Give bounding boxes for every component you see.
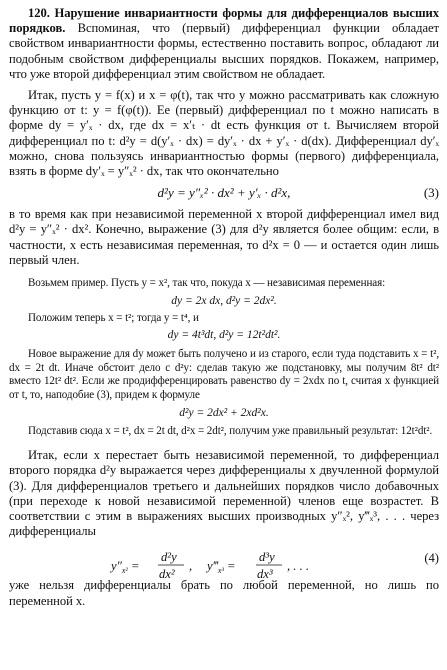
paragraph-conclusion: Итак, если x перестает быть независимой переменной, то дифференциал второго порядка d²y выражается через дифференциалы x двучленной формулой (3). Для дифференциалов третьего и дальнейших порядков число добавочных (при переходе к новой независимой переменной) членов еще возрастет. В соответствии с этим в выражениях высших производных y″ₓ², y‴ₓ³, . . . через дифференциалы [9, 448, 439, 539]
equation-3-body: d²y = y″ₓ² · dx² + y′ₓ · d²x, [157, 185, 291, 201]
eq4-lhs-2: $y‴_{x^3}$ = [207, 559, 236, 576]
equation-3 [9, 184, 439, 202]
equation-3-number: (3) [423, 185, 439, 201]
example-intro: Возьмем пример. Пусть y = x², так что, покуда x — независимая переменная: [28, 277, 386, 290]
paragraph-intro-text: Вспоминая, что (первый) дифференциал функции обладает свойством инвариантности формы, естественно поставить вопрос, обладают ли подобным свойством дифференциалы высших порядков. Покажем, например, что уже второй дифференциал этим свойством не обладает. [9, 21, 439, 81]
eq4-den-1: dx² [159, 567, 175, 582]
paragraph-comparison: в то время как при независимой переменной x второй дифференциал имел вид d²y = y″ₓ² · dx². Конечно, выражение (3) для d²y является более общим: если, в частности, x есть независимая переменная, то d²x = 0 — и остается один лишь первый член. [9, 207, 439, 267]
equation-4 [9, 543, 439, 582]
example-equation-a: dy = 2x dx, d²y = 2dx². [171, 294, 277, 307]
paragraph-composite-function: Итак, пусть y = f(x) и x = φ(t), так что y можно рассматривать как сложную функцию от t: y = f(φ(t)). Ее (первый) дифференциал по t можно написать в форме dy = y′ₓ · dx, где dx = x′ₜ · dt есть функция от t. Вычисляем второй дифференциал по t: d²y = d(y′ₓ · dx) = dy′ₓ · dx + y′ₓ · d(dx). Дифференциал dy′ₓ можно, снова пользуясь инвариантностью формы (первого) дифференциала, взять в форме dy′ₓ = y″ₓ² · dx, так что окончательно [9, 88, 439, 179]
eq4-num-1: d²y [161, 551, 177, 565]
paragraph-intro [9, 6, 439, 82]
example-substitution: Положим теперь x = t²; тогда y = t⁴, и [28, 311, 199, 324]
equation-4-formula [109, 551, 339, 581]
eq4-lhs-1: $y''_{x^2}$ = [111, 559, 140, 576]
eq4-den-2: dx³ [257, 567, 273, 582]
paragraph-final: уже нельзя дифференциалы брать по любой переменной, но лишь по переменной x. [9, 578, 439, 608]
example-equation-b: dy = 4t³dt, d²y = 12t²dt². [167, 329, 281, 342]
equation-4-number: (4) [424, 551, 439, 566]
example-result: Подставив сюда x = t², dx = 2t dt, d²x = 2dt², получим уже правильный результат: 12t²dt². [28, 424, 433, 437]
section-number: 120. [28, 6, 50, 20]
example-discussion: Новое выражение для dy может быть получено и из старого, если туда подставить x = t², dx = 2t dt. Иначе обстоит дело с d²y: сделав такую же подстановку, мы получим 8t² dt² вместо 12t² dt². Если же продифференцировать равенство dy = 2xdx по t, считая x функцией от t, то, наподобие (3), придем к формуле [9, 348, 439, 402]
equation-4-body [9, 551, 439, 585]
eq4-ellipsis: , . . . [287, 559, 310, 574]
eq4-num-2: d³y [259, 551, 275, 565]
example-equation-c: d²y = 2dx² + 2xd²x. [179, 406, 269, 419]
section-title: Нарушение инвариантности формы для дифференциалов высших порядков. [9, 6, 439, 36]
eq4-sep-1: , [189, 559, 193, 574]
